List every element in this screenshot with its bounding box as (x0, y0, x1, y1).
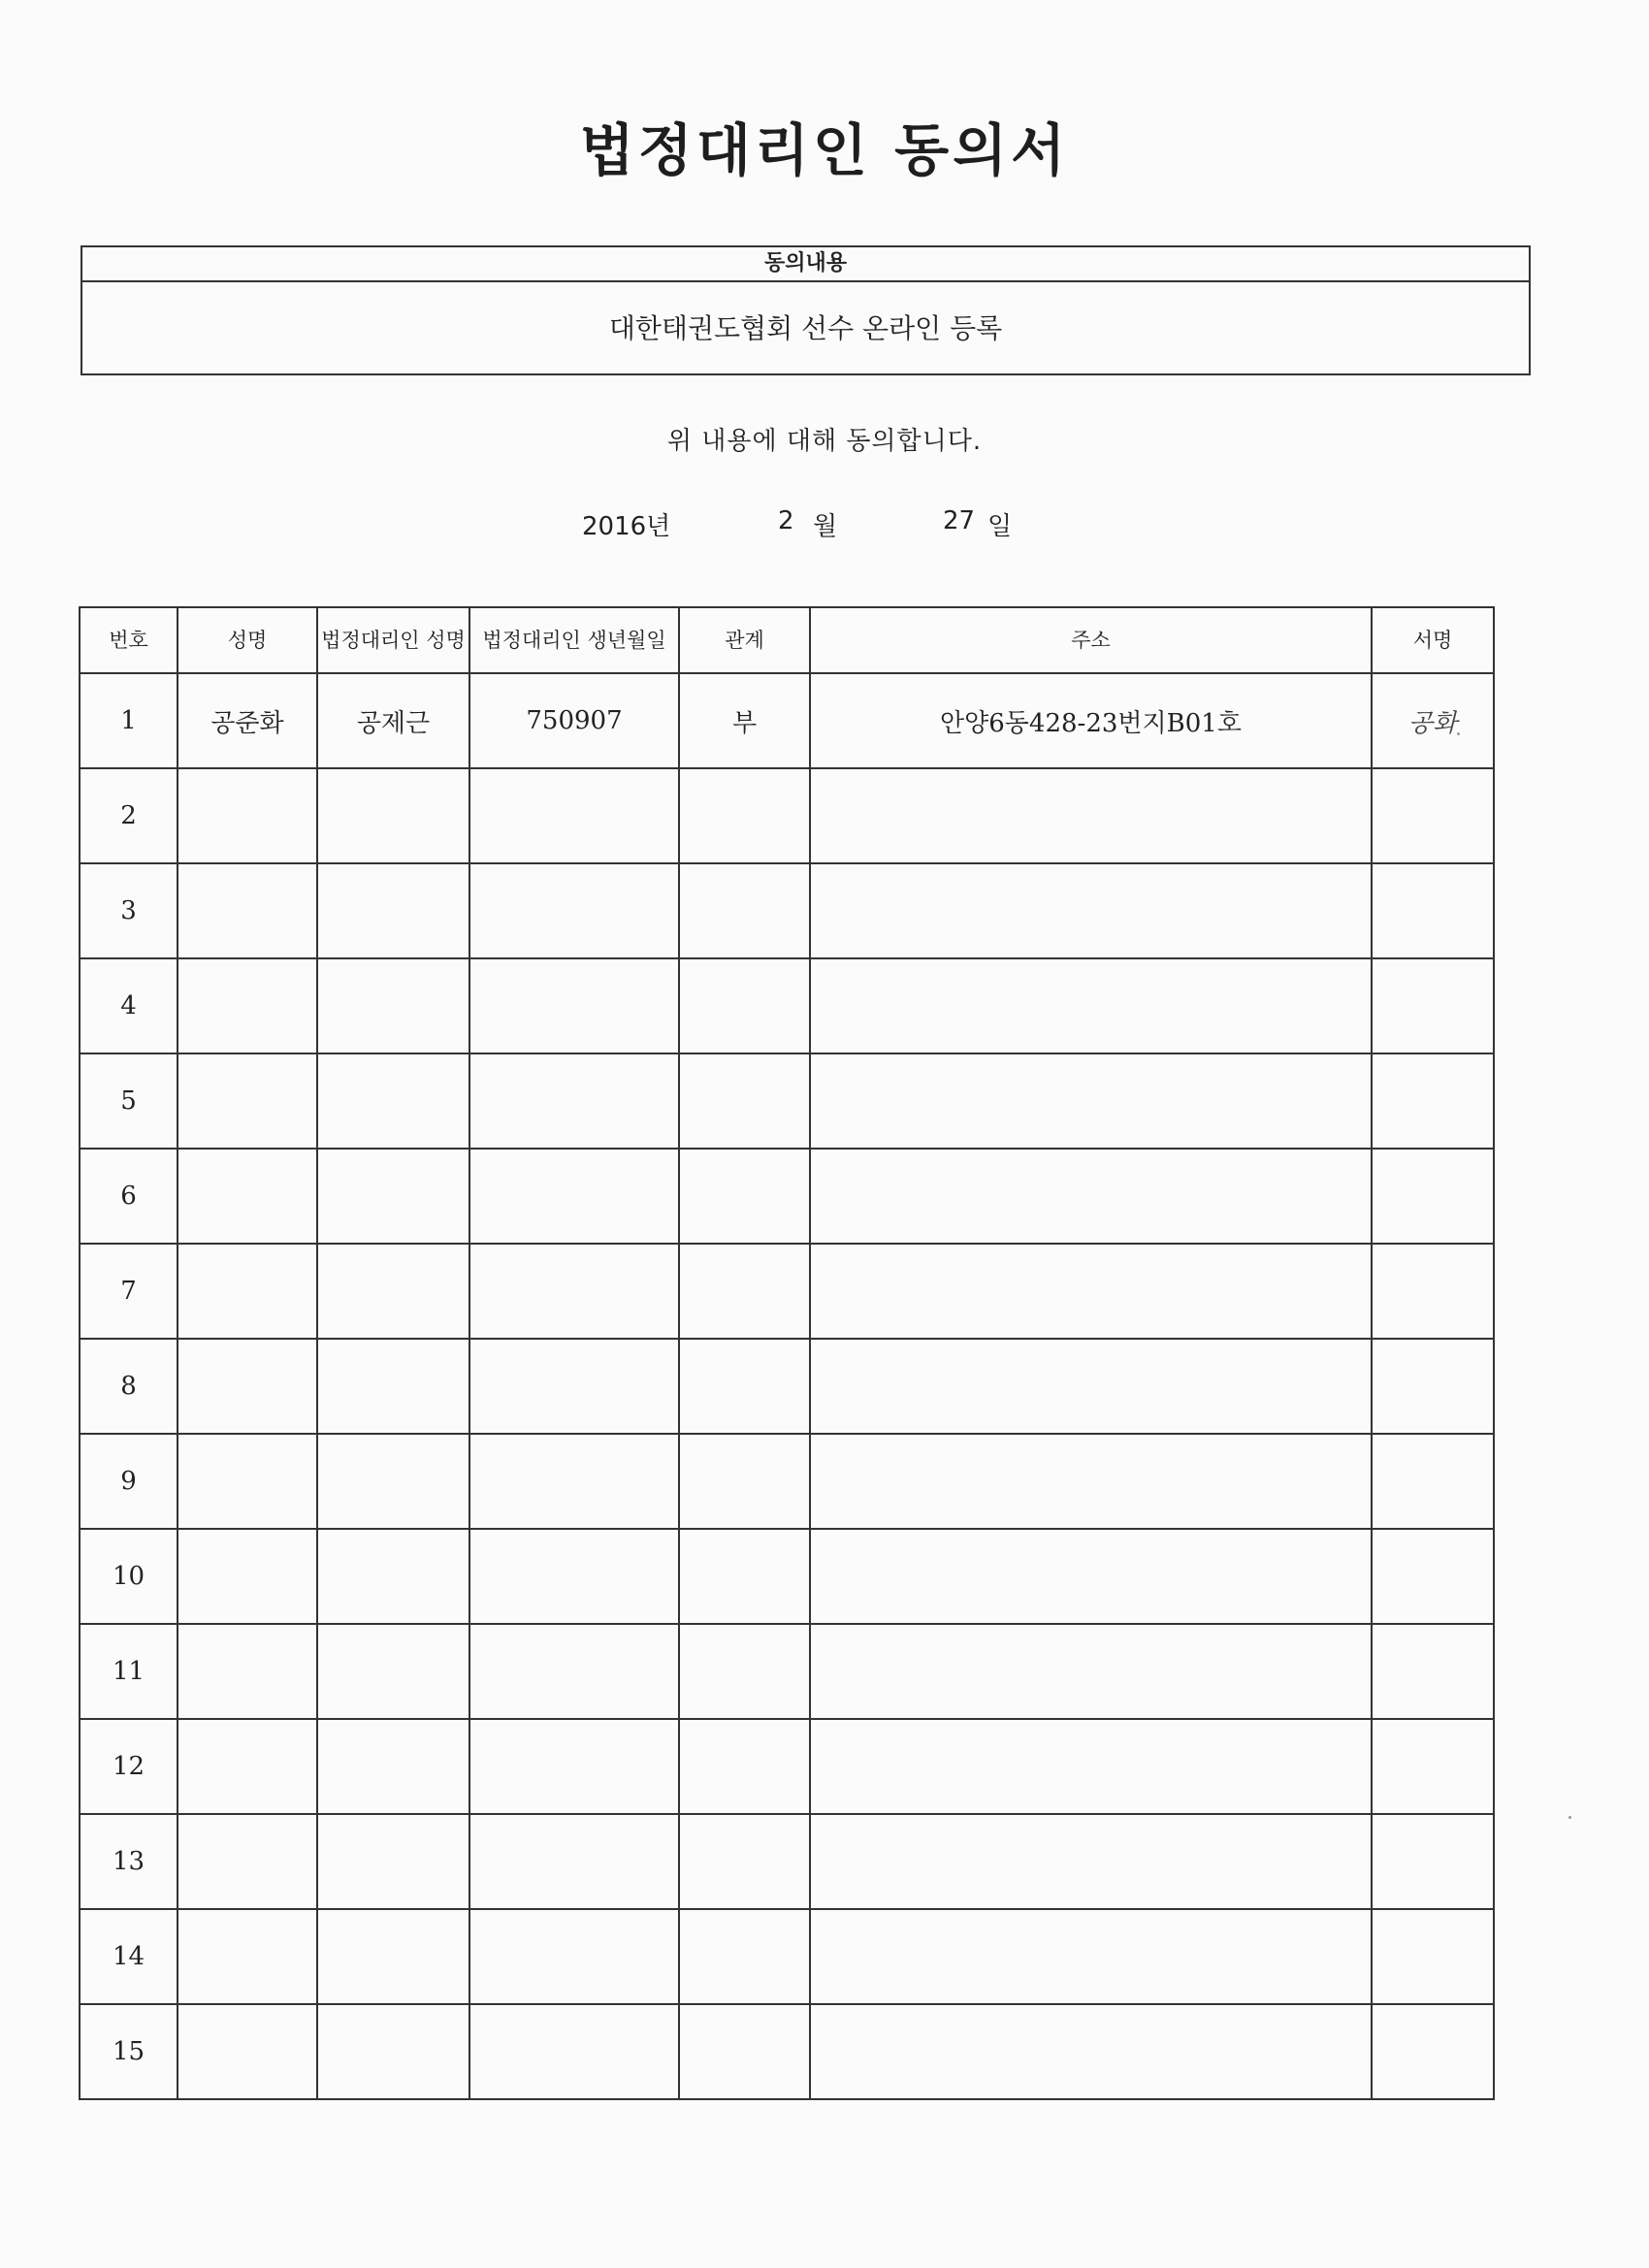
cell-name (178, 1529, 317, 1624)
cell-name (178, 1814, 317, 1909)
column-header-no: 번호 (80, 607, 178, 673)
cell-signature (1372, 1719, 1494, 1814)
column-header-guardian-birthdate: 법정대리인 생년월일 (469, 607, 679, 673)
cell-address (810, 958, 1372, 1053)
table-row (80, 1434, 1494, 1529)
cell-signature (1372, 1149, 1494, 1244)
table-row (80, 1909, 1494, 2004)
cell-relation: 부 (679, 673, 810, 768)
cell-no: 12 (80, 1719, 178, 1814)
cell-guardian-birthdate (469, 1053, 679, 1149)
cell-name (178, 863, 317, 958)
consent-header: 동의내용 (82, 247, 1529, 282)
cell-signature (1372, 1814, 1494, 1909)
cell-name: 공준화 (178, 673, 317, 768)
cell-guardian-name (317, 1909, 469, 2004)
cell-signature (1372, 1434, 1494, 1529)
cell-guardian-name (317, 1244, 469, 1339)
registration-table (79, 606, 1495, 2100)
cell-no: 6 (80, 1149, 178, 1244)
cell-guardian-birthdate (469, 863, 679, 958)
cell-guardian-name (317, 863, 469, 958)
cell-name (178, 2004, 317, 2099)
consent-content: 대한태권도협회 선수 온라인 등록 (608, 312, 1003, 344)
cell-no: 15 (80, 2004, 178, 2099)
cell-name (178, 1909, 317, 2004)
cell-relation (679, 768, 810, 863)
table-row (80, 958, 1494, 1053)
cell-guardian-name (317, 768, 469, 863)
cell-guardian-birthdate (469, 768, 679, 863)
cell-name (178, 1053, 317, 1149)
cell-relation (679, 1149, 810, 1244)
cell-no: 8 (80, 1339, 178, 1434)
cell-guardian-birthdate (469, 1434, 679, 1529)
cell-guardian-birthdate (469, 1149, 679, 1244)
cell-signature (1372, 958, 1494, 1053)
cell-guardian-birthdate (469, 1909, 679, 2004)
cell-name (178, 1434, 317, 1529)
cell-address: 안양6동428-23번지B01호 (810, 673, 1372, 768)
cell-address (810, 1529, 1372, 1624)
cell-name (178, 958, 317, 1053)
cell-guardian-birthdate (469, 1719, 679, 1814)
table-row (80, 673, 1494, 768)
cell-no: 3 (80, 863, 178, 958)
cell-name (178, 1244, 317, 1339)
cell-signature (1372, 1624, 1494, 1719)
cell-relation (679, 1529, 810, 1624)
agreement-statement: 위 내용에 대해 동의합니다. (666, 427, 983, 456)
cell-relation (679, 1244, 810, 1339)
date-year: 2016년 (582, 512, 671, 541)
cell-guardian-birthdate (469, 1529, 679, 1624)
cell-no: 13 (80, 1814, 178, 1909)
cell-no: 9 (80, 1434, 178, 1529)
cell-guardian-name (317, 1719, 469, 1814)
cell-relation (679, 863, 810, 958)
cell-guardian-name (317, 1624, 469, 1719)
cell-address (810, 2004, 1372, 2099)
table-row (80, 1053, 1494, 1149)
cell-guardian-birthdate (469, 2004, 679, 2099)
column-header-relation: 관계 (679, 607, 810, 673)
date-day-unit: 일 (987, 512, 1013, 541)
cell-signature (1372, 2004, 1494, 2099)
table-row (80, 863, 1494, 958)
cell-signature (1372, 1529, 1494, 1624)
cell-guardian-birthdate (469, 1814, 679, 1909)
cell-signature (1372, 863, 1494, 958)
table-row (80, 1624, 1494, 1719)
cell-guardian-birthdate (469, 958, 679, 1053)
cell-address (810, 768, 1372, 863)
cell-signature: 공화 (1372, 673, 1494, 768)
cell-signature (1372, 768, 1494, 863)
cell-relation (679, 1814, 810, 1909)
cell-signature (1372, 1244, 1494, 1339)
cell-address (810, 1149, 1372, 1244)
cell-address (810, 1909, 1372, 2004)
cell-no: 11 (80, 1624, 178, 1719)
cell-address (810, 1053, 1372, 1149)
cell-name (178, 1339, 317, 1434)
table-body (80, 673, 1494, 2099)
consent-box (81, 245, 1531, 375)
cell-guardian-name (317, 1149, 469, 1244)
cell-relation (679, 1719, 810, 1814)
cell-address (810, 1624, 1372, 1719)
cell-name (178, 768, 317, 863)
cell-guardian-name (317, 958, 469, 1053)
column-header-signature: 서명 (1372, 607, 1494, 673)
cell-guardian-birthdate (469, 1624, 679, 1719)
cell-address (810, 863, 1372, 958)
cell-guardian-birthdate: 750907 (469, 673, 679, 768)
cell-guardian-name (317, 2004, 469, 2099)
cell-relation (679, 1339, 810, 1434)
cell-name (178, 1624, 317, 1719)
cell-guardian-name (317, 1814, 469, 1909)
cell-guardian-name: 공제근 (317, 673, 469, 768)
cell-name (178, 1719, 317, 1814)
cell-no: 10 (80, 1529, 178, 1624)
cell-guardian-name (317, 1434, 469, 1529)
cell-relation (679, 1909, 810, 2004)
cell-relation (679, 2004, 810, 2099)
cell-address (810, 1244, 1372, 1339)
table-row (80, 1719, 1494, 1814)
column-header-guardian-name: 법정대리인 성명 (317, 607, 469, 673)
cell-relation (679, 1434, 810, 1529)
scan-speck (1568, 1816, 1571, 1819)
cell-no: 7 (80, 1244, 178, 1339)
cell-address (810, 1719, 1372, 1814)
cell-signature (1372, 1339, 1494, 1434)
cell-no: 5 (80, 1053, 178, 1149)
table-row (80, 768, 1494, 863)
cell-guardian-birthdate (469, 1339, 679, 1434)
date-day: 27 (943, 506, 976, 535)
table-row (80, 1339, 1494, 1434)
table-row (80, 2004, 1494, 2099)
page-title: 법정대리인 동의서 (579, 117, 1070, 183)
cell-address (810, 1814, 1372, 1909)
date-month: 2 (778, 506, 794, 535)
table-row (80, 1149, 1494, 1244)
cell-relation (679, 1624, 810, 1719)
column-header-address: 주소 (810, 607, 1372, 673)
table-row (80, 1244, 1494, 1339)
column-header-name: 성명 (178, 607, 317, 673)
table-header-row (80, 607, 1494, 673)
cell-guardian-birthdate (469, 1244, 679, 1339)
cell-no: 4 (80, 958, 178, 1053)
cell-no: 1 (80, 673, 178, 768)
cell-signature (1372, 1909, 1494, 2004)
cell-guardian-name (317, 1529, 469, 1624)
table-row (80, 1814, 1494, 1909)
cell-address (810, 1434, 1372, 1529)
cell-name (178, 1149, 317, 1244)
cell-guardian-name (317, 1339, 469, 1434)
table-row (80, 1529, 1494, 1624)
cell-relation (679, 1053, 810, 1149)
cell-signature (1372, 1053, 1494, 1149)
cell-no: 14 (80, 1909, 178, 2004)
cell-address (810, 1339, 1372, 1434)
cell-no: 2 (80, 768, 178, 863)
cell-relation (679, 958, 810, 1053)
date-month-unit: 월 (813, 512, 838, 541)
scan-speck (1457, 732, 1460, 735)
cell-guardian-name (317, 1053, 469, 1149)
